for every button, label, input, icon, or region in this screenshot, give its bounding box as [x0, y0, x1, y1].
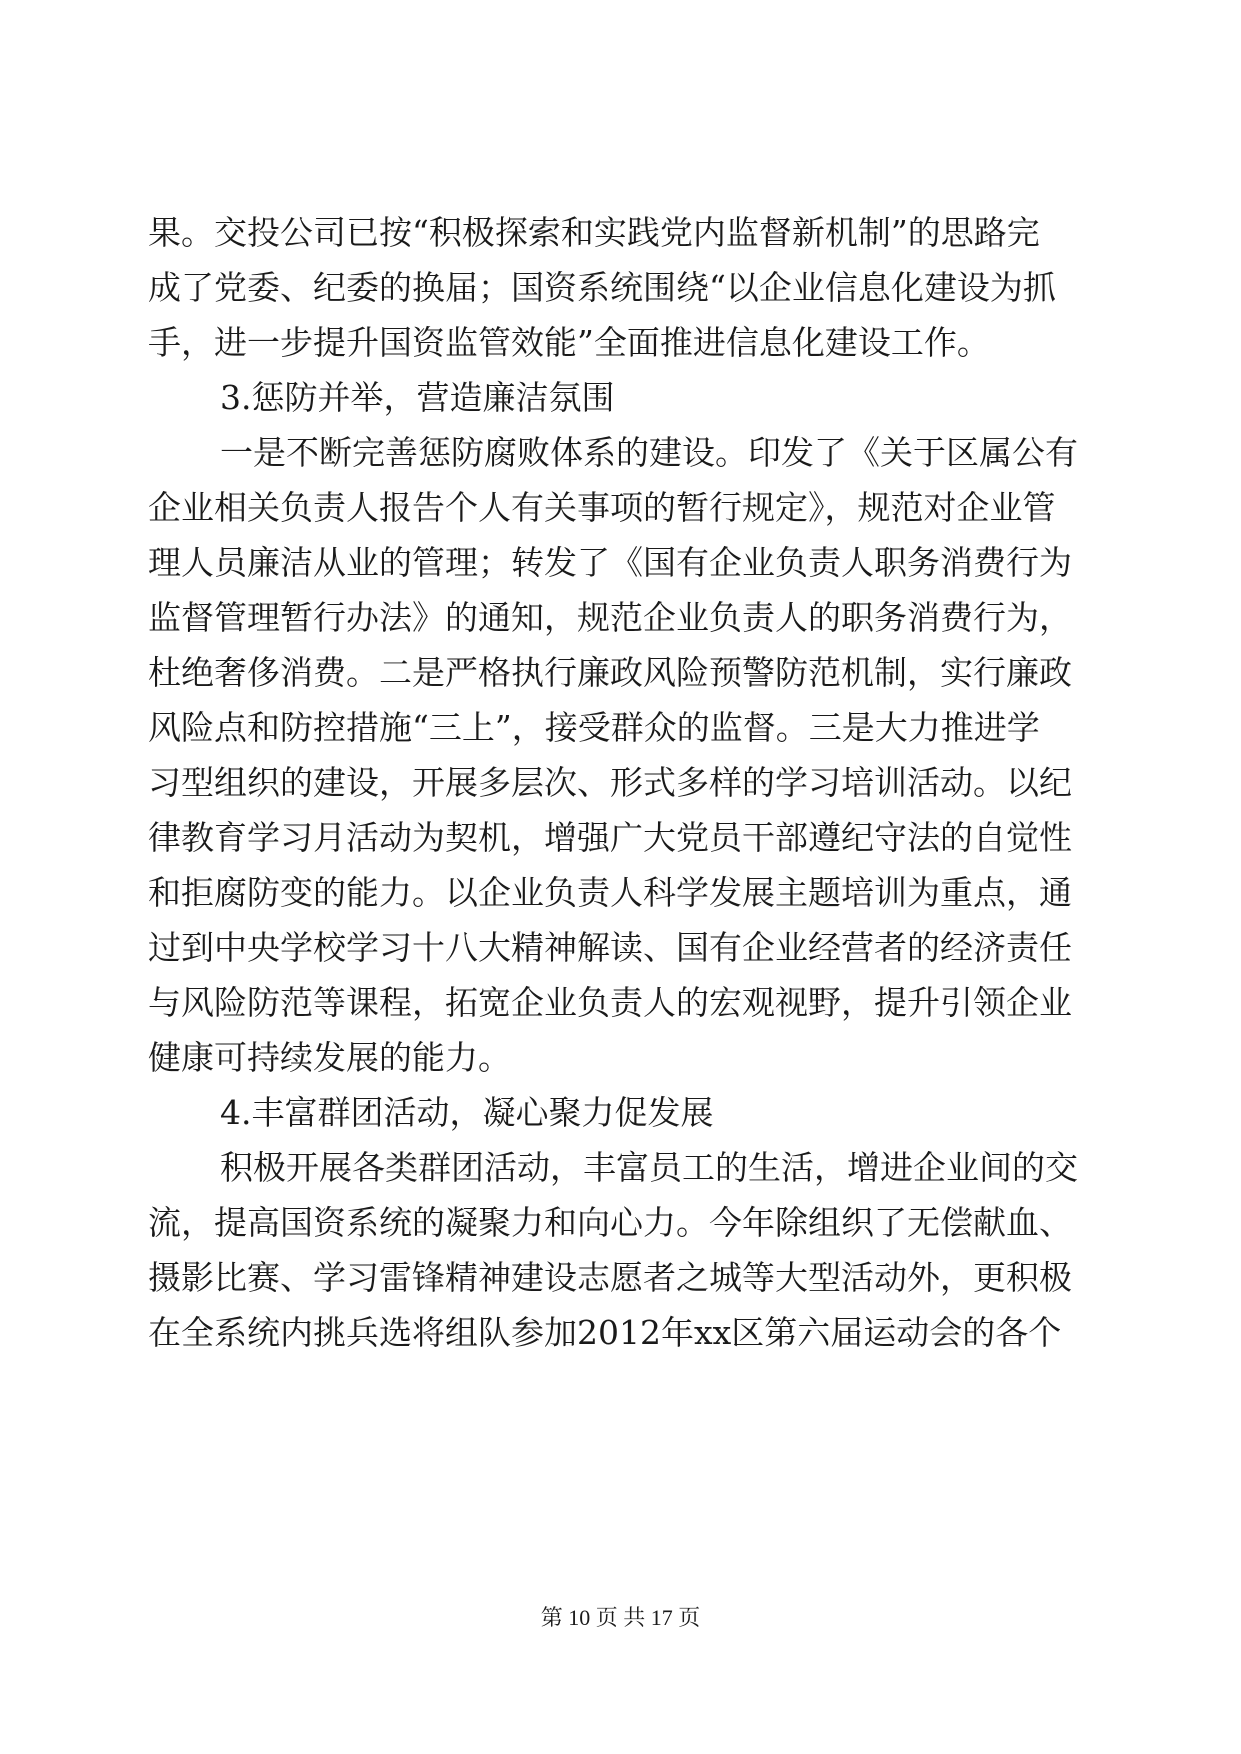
line-text: 杜绝奢侈消费。二是严格执行廉政风险预警防范机制，实行廉政 [148, 653, 1072, 692]
text-line [0, 1258, 1241, 1298]
line-text: 积极开展各类群团活动，丰富员工的生活，增进企业间的交 [220, 1148, 1078, 1187]
line-text: 手，进一步提升国资监管效能”全面推进信息化建设工作。 [148, 323, 990, 362]
text-line [0, 763, 1241, 803]
text-line [0, 818, 1241, 858]
line-text: 风险点和防控措施“三上”，接受群众的监督。三是大力推进学 [148, 708, 1040, 747]
text-line [0, 1148, 1241, 1188]
line-text: 一是不断完善惩防腐败体系的建设。印发了《关于区属公有 [220, 433, 1078, 472]
text-line [0, 1313, 1241, 1353]
page-number-footer: 第 10 页 共 17 页 [540, 1605, 701, 1630]
line-text: 律教育学习月活动为契机，增强广大党员干部遵纪守法的自觉性 [148, 818, 1072, 857]
line-text: 习型组织的建设，开展多层次、形式多样的学习培训活动。以纪 [148, 763, 1072, 802]
line-text: 在全系统内挑兵选将组队参加2012年xx区第六届运动会的各个 [148, 1313, 1062, 1352]
section-heading [0, 1093, 1241, 1133]
text-line [0, 488, 1241, 528]
line-text: 理人员廉洁从业的管理；转发了《国有企业负责人职务消费行为 [148, 543, 1072, 582]
text-line [0, 653, 1241, 693]
text-line [0, 1203, 1241, 1243]
text-line [0, 323, 1241, 363]
line-text: 摄影比赛、学习雷锋精神建设志愿者之城等大型活动外，更积极 [148, 1258, 1072, 1297]
text-line [0, 983, 1241, 1023]
text-line [0, 708, 1241, 748]
line-text: 企业相关负责人报告个人有关事项的暂行规定》，规范对企业管 [148, 488, 1056, 527]
line-text: 和拒腐防变的能力。以企业负责人科学发展主题培训为重点，通 [148, 873, 1072, 912]
text-line [0, 598, 1241, 638]
line-text: 果。交投公司已按“积极探索和实践党内监督新机制”的思路完 [148, 213, 1040, 252]
line-text: 3.惩防并举，营造廉洁氛围 [220, 378, 615, 417]
line-text: 4.丰富群团活动，凝心聚力促发展 [220, 1093, 714, 1132]
text-line [0, 873, 1241, 913]
text-line [0, 543, 1241, 583]
text-line [0, 1038, 1241, 1078]
line-text: 监督管理暂行办法》的通知，规范企业负责人的职务消费行为， [148, 598, 1072, 637]
line-text: 与风险防范等课程，拓宽企业负责人的宏观视野，提升引领企业 [148, 983, 1072, 1022]
text-line [0, 268, 1241, 308]
line-text: 成了党委、纪委的换届；国资系统围绕“以企业信息化建设为抓 [148, 268, 1056, 307]
section-heading [0, 378, 1241, 418]
line-text: 流，提高国资系统的凝聚力和向心力。今年除组织了无偿献血、 [148, 1203, 1072, 1242]
text-line [0, 928, 1241, 968]
line-text: 健康可持续发展的能力。 [148, 1038, 511, 1077]
text-line [0, 213, 1241, 253]
text-line [0, 433, 1241, 473]
line-text: 过到中央学校学习十八大精神解读、国有企业经营者的经济责任 [148, 928, 1072, 967]
